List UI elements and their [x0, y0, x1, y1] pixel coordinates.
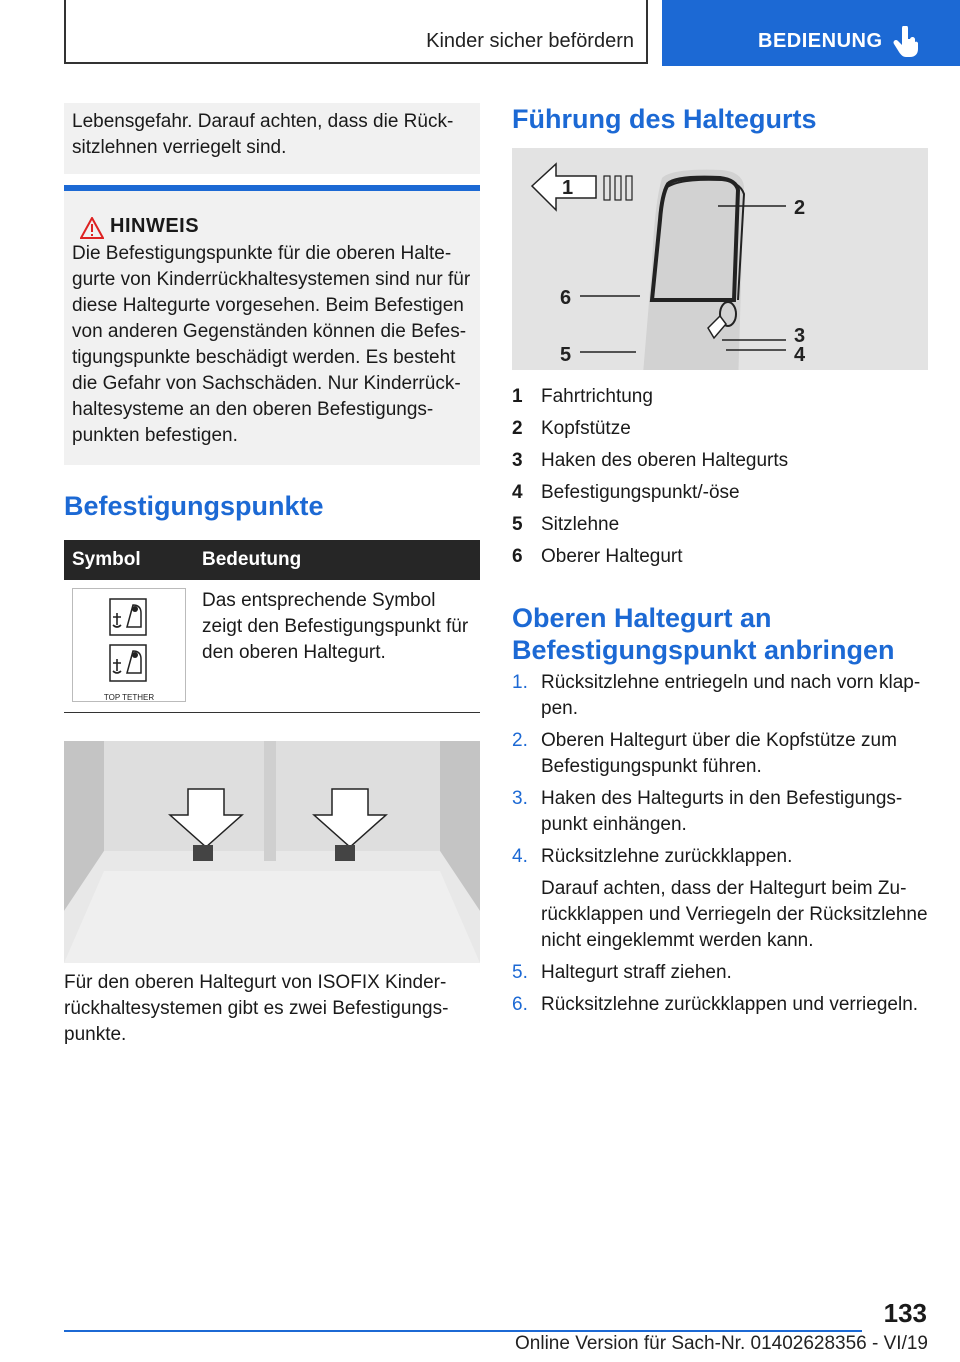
chapter-title: BEDIENUNG	[758, 30, 883, 52]
table-row	[64, 580, 480, 713]
photo-caption: Für den oberen Haltegurt von ISOFIX Kinderrückhaltesystemen gibt es zwei Befestigungspunkte.	[64, 972, 449, 1045]
step-number: 1.	[512, 672, 528, 693]
step-number: 3.	[512, 788, 528, 809]
diagram-label-3: 3	[794, 325, 806, 347]
step-text: Rücksitzlehne zurückklappen.	[541, 846, 793, 867]
symbol-cell	[64, 580, 194, 713]
section-befestigungspunkte	[64, 490, 480, 522]
section-title-box	[64, 0, 648, 64]
step-text: Rücksitzlehne zurückklappen und verriegeln.	[541, 994, 919, 1015]
legend-num: 5	[512, 514, 523, 535]
step-text: Oberen Haltegurt über die Kopfstütze zum Befestigungspunkt führen.	[541, 730, 897, 777]
col-symbol: Symbol	[64, 540, 194, 580]
page-number: 133	[883, 1298, 927, 1328]
notice-title: HINWEIS	[110, 215, 200, 237]
step-number: 5.	[512, 962, 528, 983]
meaning-cell: Das entsprechende Symbol zeigt den Befestigungspunkt für den oberen Haltegurt.	[194, 580, 480, 713]
warning-text: Lebensgefahr. Darauf achten, dass die Rücksitzlehnen verriegelt sind.	[72, 111, 454, 158]
legend-text: Haken des oberen Haltegurts	[541, 450, 789, 471]
list-item	[512, 509, 928, 541]
step-number: 6.	[512, 994, 528, 1015]
legend-num: 3	[512, 450, 523, 471]
step-text: Haltegurt straff ziehen.	[541, 962, 732, 983]
top-tether-symbol	[72, 588, 186, 702]
footer-text: Online Version für Sach-Nr. 01402628356 - VI/19	[515, 1333, 928, 1354]
step-text: Haken des Haltegurts in den Befestigungspunkt einhängen.	[541, 788, 903, 835]
legend-text: Sitzlehne	[541, 514, 620, 535]
list-item	[512, 960, 932, 986]
symbol-table	[64, 540, 480, 713]
section-title: Kinder sicher befördern	[426, 30, 634, 52]
col-meaning: Bedeutung	[194, 540, 480, 580]
diagram-label-6: 6	[560, 287, 572, 309]
step-note: Darauf achten, dass der Haltegurt beim Zurückklappen und Verriegeln der Rücksitzlehne nicht eingeklemmt werden kann.	[541, 878, 928, 951]
legend-text: Fahrtrichtung	[541, 386, 653, 407]
warning-continuation	[64, 103, 480, 174]
diagram-legend	[512, 381, 928, 573]
list-item	[512, 381, 928, 413]
diagram-label-4: 4	[794, 344, 806, 366]
legend-text: Oberer Haltegurt	[541, 546, 683, 567]
legend-num: 2	[512, 418, 523, 439]
step-number: 4.	[512, 846, 528, 867]
notice-box	[64, 185, 480, 465]
heading-fuehrung: Führung des Haltegurts	[512, 104, 817, 134]
heading-befestigungspunkte: Befestigungspunkte	[64, 491, 324, 521]
legend-text: Kopfstütze	[541, 418, 631, 439]
diagram-label-2: 2	[794, 197, 806, 219]
legend-text: Befestigungspunkt/-öse	[541, 482, 740, 503]
list-item	[512, 844, 932, 954]
list-item	[512, 992, 932, 1018]
anchor-points-photo	[64, 741, 480, 963]
warning-triangle-icon	[80, 217, 104, 239]
list-item	[512, 670, 932, 722]
legend-num: 6	[512, 546, 523, 567]
step-list	[512, 670, 932, 1024]
step-text: Rücksitzlehne entriegeln und nach vorn klappen.	[541, 672, 921, 719]
list-item	[512, 541, 928, 573]
legend-num: 1	[512, 386, 523, 407]
diagram-label-1: 1	[562, 177, 574, 199]
hand-pointer-icon	[893, 26, 919, 58]
legend-num: 4	[512, 482, 523, 503]
list-item	[512, 477, 928, 509]
tether-routing-diagram	[512, 148, 928, 370]
footer-divider	[64, 1330, 862, 1332]
notice-text: Die Befestigungspunkte für die oberen Haltegurte von Kinderrückhaltesystemen sind nur für diese Haltegurte vorgesehen. Beim Befestigen von anderen Gegenständen können die Befestigungspunkte beschädigt werden. Es besteht die Gefahr von Sachschäden. Nur Kinderrückhaltesysteme an den oberen Befestigungspunkten befestigen.	[72, 243, 471, 446]
list-item	[512, 728, 932, 780]
diagram-label-5: 5	[560, 344, 572, 366]
step-number: 2.	[512, 730, 528, 751]
list-item	[512, 786, 932, 838]
page-header	[0, 0, 960, 66]
section-anbringen	[512, 602, 932, 666]
section-fuehrung	[512, 103, 928, 135]
top-tether-label: TOP TETHER	[103, 693, 155, 702]
heading-anbringen: Oberen Haltegurt an Befestigungspunkt anbringen	[512, 603, 895, 665]
list-item	[512, 413, 928, 445]
list-item	[512, 445, 928, 477]
